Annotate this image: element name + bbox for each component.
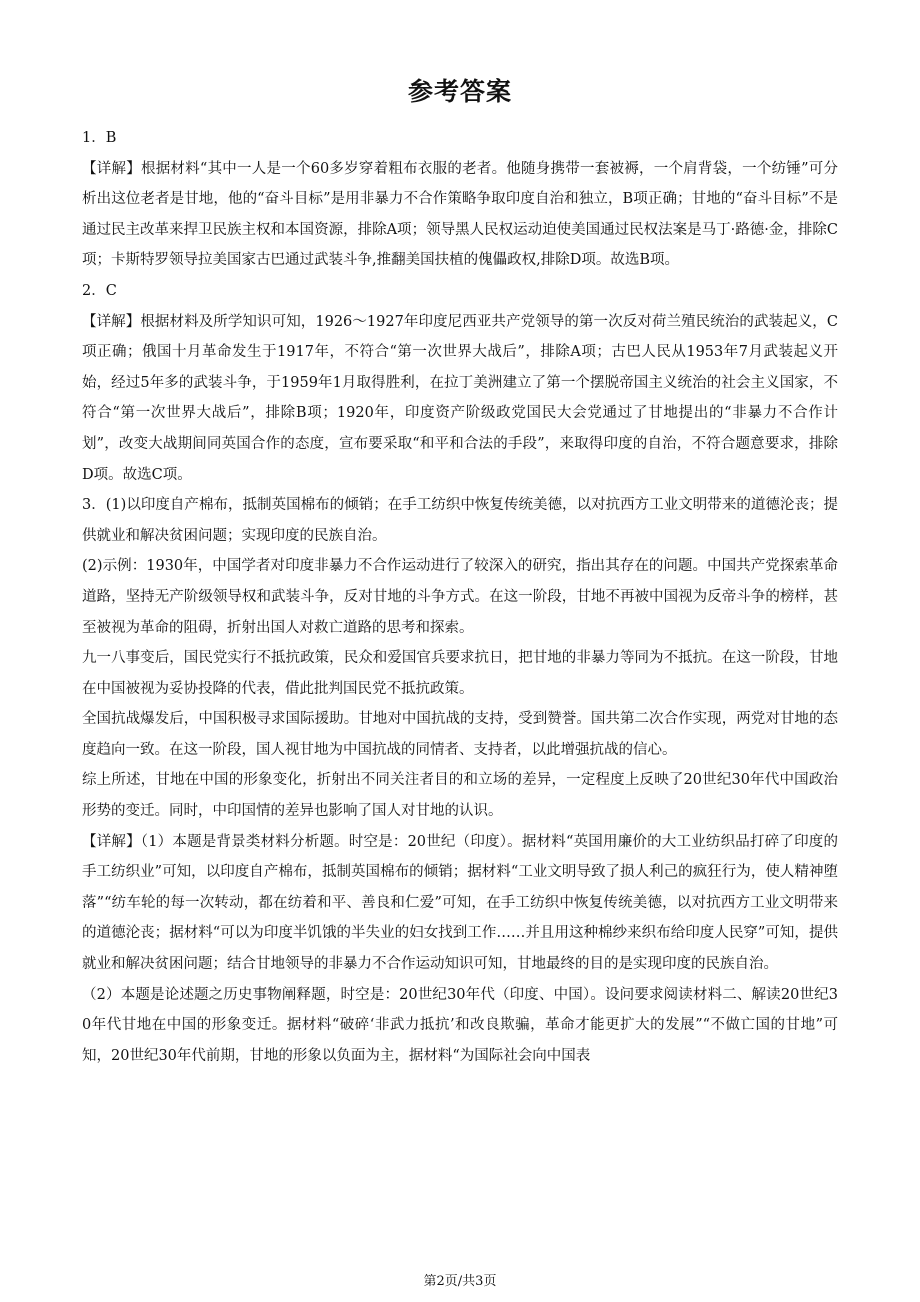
answer-content [82, 123, 838, 1071]
page-footer: 第2页/共3页 [423, 1274, 497, 1289]
answer-2-number: 2．C [82, 282, 117, 299]
answer-1-number: 1．B [82, 130, 117, 146]
answer-3-part-1: 3．(1)以印度自产棉布，抵制英国棉布的倾销；在手工纺织中恢复传统美德，以对抗西方工业文明带来的道德沦丧；提供就业和解决贫困问题；实现印度的民族自治。 [82, 497, 838, 544]
answer-3-part-2: (2)示例：1930年，中国学者对印度非暴力不合作运动进行了较深入的研究，指出其存在的问题。中国共产党探索革命道路，坚持无产阶级领导权和武装斗争，反对甘地的斗争方式。在这一阶段，甘地不再被中国视为反帝斗争的榜样，甚至被视为革命的阻碍，折射出国人对救亡道路的思考和探索。 [82, 558, 838, 636]
answer-2-explanation: 【详解】根据材料及所学知识可知，1926～1927年印度尼西亚共产党领导的第一次反对荷兰殖民统治的武装起义，C项正确；俄国十月革命发生于1917年，不符合“第一次世界大战后”，排除A项；古巴人民从1953年7月武装起义开始，经过5年多的武装斗争，于1959年1月取得胜利，在拉丁美洲建立了第一个摆脱帝国主义统治的社会主义国家，不符合“第一次世界大战后”，排除B项；1920年，印度资产阶级政党国民大会党通过了甘地提出的“非暴力不合作计划”，改变大战期间同英国合作的态度，宣布要采取“和平和合法的手段”，来取得印度的自治，不符合题意要求，排除D项。故选C项。 [82, 313, 838, 483]
answer-3-paragraph-b: 全国抗战爆发后，中国积极寻求国际援助。甘地对中国抗战的支持，受到赞誉。国共第二次合作实现，两党对甘地的态度趋向一致。在这一阶段，国人视甘地为中国抗战的同情者、支持者，以此增强抗战的信心。 [82, 711, 838, 758]
answer-3-explanation-1: 【详解】（1）本题是背景类材料分析题。时空是：20世纪（印度）。据材料“英国用廉价的大工业纺织品打碎了印度的手工纺织业”可知，以印度自产棉布，抵制英国棉布的倾销；据材料“工业文明导致了损人利己的疯狂行为，使人精神堕落”“纺车轮的每一次转动，都在纺着和平、善良和仁爱”可知，在手工纺织中恢复传统美德，以对抗西方工业文明带来的道德沦丧；据材料“可以为印度半饥饿的半失业的妇女找到工作……并且用这种棉纱来织布给印度人民穿”可知，提供就业和解决贫困问题；结合甘地领导的非暴力不合作运动知识可知，甘地最终的目的是实现印度的民族自治。 [82, 833, 838, 973]
answer-1-explanation: 【详解】根据材料“其中一人是一个60多岁穿着粗布衣服的老者。他随身携带一套被褥，一个肩背袋，一个纺锤”可分析出这位老者是甘地，他的“奋斗目标”是用非暴力不合作策略争取印度自治和独立，B项正确；甘地的“奋斗目标”不是通过民主改革来捍卫民族主权和本国资源，排除A项；领导黑人民权运动迫使美国通过民权法案是马丁·路德·金，排除C项；卡斯特罗领导拉美国家古巴通过武装斗争,推翻美国扶植的傀儡政权,排除D项。故选B项。 [82, 160, 838, 269]
page-title: 参考答案 [407, 77, 512, 106]
answer-3-explanation-2: （2）本题是论述题之历史事物阐释题，时空是：20世纪30年代（印度、中国）。设问要求阅读材料二、解读20世纪30年代甘地在中国的形象变迁。据材料“破碎‘非武力抵抗’和改良欺骗，革命才能更扩大的发展”“不做亡国的甘地”可知，20世纪30年代前期，甘地的形象以负面为主，据材料“为国际社会向中国表 [82, 986, 838, 1064]
answer-3-paragraph-a: 九一八事变后，国民党实行不抵抗政策，民众和爱国官兵要求抗日，把甘地的非暴力等同为不抵抗。在这一阶段，甘地在中国被视为妥协投降的代表，借此批判国民党不抵抗政策。 [82, 650, 838, 697]
answer-3-paragraph-c: 综上所述，甘地在中国的形象变化，折射出不同关注者目的和立场的差异，一定程度上反映了20世纪30年代中国政治形势的变迁。同时，中印国情的差异也影响了国人对甘地的认识。 [82, 772, 838, 820]
